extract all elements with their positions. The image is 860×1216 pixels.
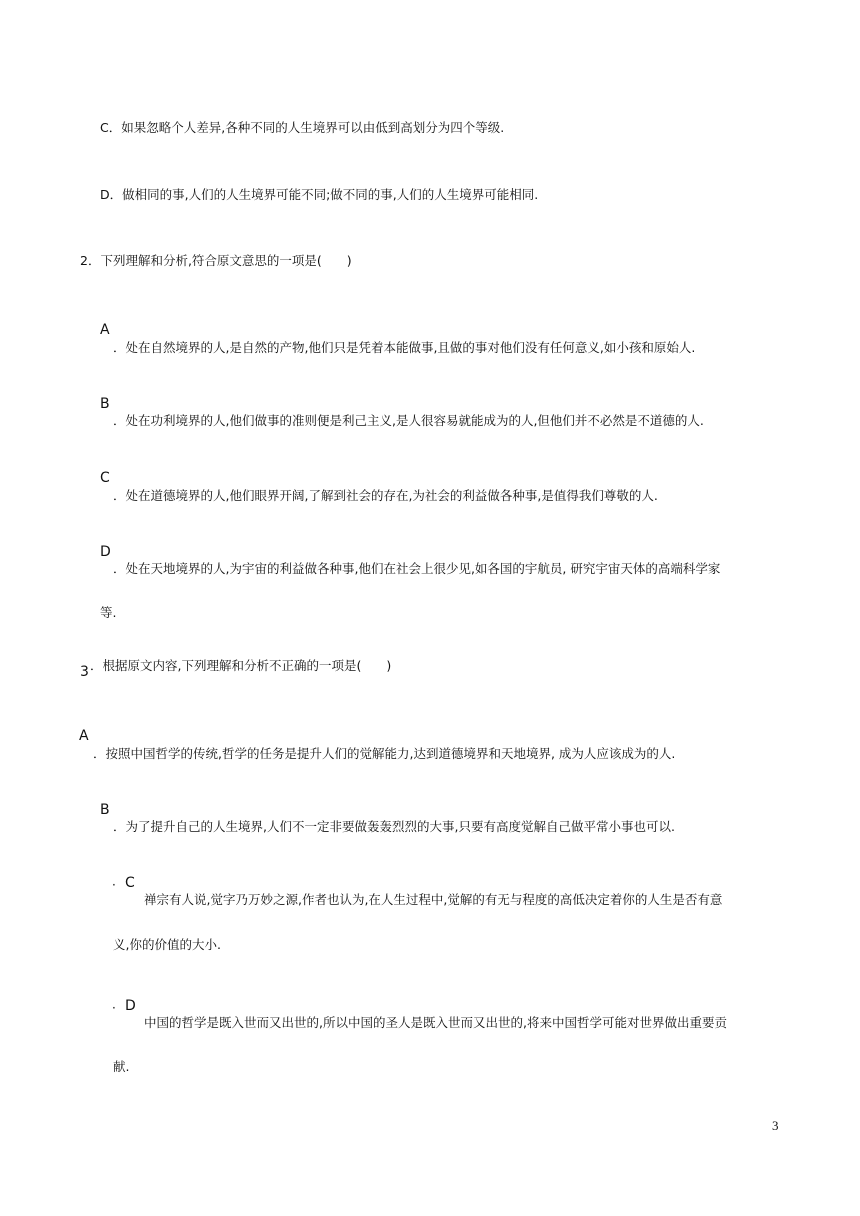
q1-option-d: D．做相同的事,人们的人生境界可能不同;做不同的事,人们的人生境界可能相同.	[100, 187, 539, 202]
q2-option-a-letter: A	[100, 322, 110, 338]
q1-option-c: C．如果忽略个人差异,各种不同的人生境界可以由低到高划分为四个等级.	[100, 120, 505, 135]
q2-option-d-letter: D	[100, 544, 111, 560]
q2-option-d-text: ．处在天地境界的人,为宇宙的利益做各种事,他们在社会上很少见,如各国的宇航员, 研究宇宙天体的高端科学家	[113, 561, 721, 576]
q2-option-a-text: ．处在自然境界的人,是自然的产物,他们只是凭着本能做事,且做的事对他们没有任何意义,如小孩和原始人.	[113, 340, 696, 355]
q3-option-c-letter: C	[125, 875, 135, 891]
q3-option-d-dot: ·	[112, 1001, 116, 1015]
q2-stem: 2．下列理解和分析,符合原文意思的一项是( )	[80, 253, 352, 268]
q3-number: 3	[80, 664, 89, 680]
q3-option-c-cont: 义,你的价值的大小.	[113, 937, 221, 952]
q3-option-b-text: ．为了提升自己的人生境界,人们不一定非要做轰轰烈烈的大事,只要有高度觉解自己做平常小事也可以.	[113, 819, 675, 834]
q2-option-b-letter: B	[100, 396, 110, 412]
q2-option-c-letter: C	[100, 470, 110, 486]
page-number: 3	[772, 1118, 779, 1133]
q3-option-c-text: 禅宗有人说,觉字乃万妙之源,作者也认为,在人生过程中,觉解的有无与程度的高低决定着你的人生是否有意	[144, 892, 723, 907]
q3-option-d-cont: 献.	[113, 1059, 130, 1074]
q3-option-c-dot: ·	[112, 878, 116, 892]
q3-option-d-text: 中国的哲学是既入世而又出世的,所以中国的圣人是既入世而又出世的,将来中国哲学可能对世界做出重要贡	[144, 1015, 727, 1030]
q2-option-d-cont: 等.	[100, 605, 117, 620]
q2-option-b-text: ．处在功利境界的人,他们做事的准则便是利己主义,是人很容易就能成为的人,但他们并不必然是不道德的人.	[113, 413, 704, 428]
q3-option-b-letter: B	[100, 802, 110, 818]
q3-option-d-letter: D	[125, 998, 136, 1014]
q2-option-c-text: ．处在道德境界的人,他们眼界开阔,了解到社会的存在,为社会的利益做各种事,是值得我们尊敬的人.	[113, 488, 658, 503]
q3-option-a-text: ．按照中国哲学的传统,哲学的任务是提升人们的觉解能力,达到道德境界和天地境界, 成为人应该成为的人.	[93, 746, 676, 761]
q3-stem: ．根据原文内容,下列理解和分析不正确的一项是( )	[90, 658, 392, 673]
q3-option-a-letter: A	[79, 728, 89, 744]
